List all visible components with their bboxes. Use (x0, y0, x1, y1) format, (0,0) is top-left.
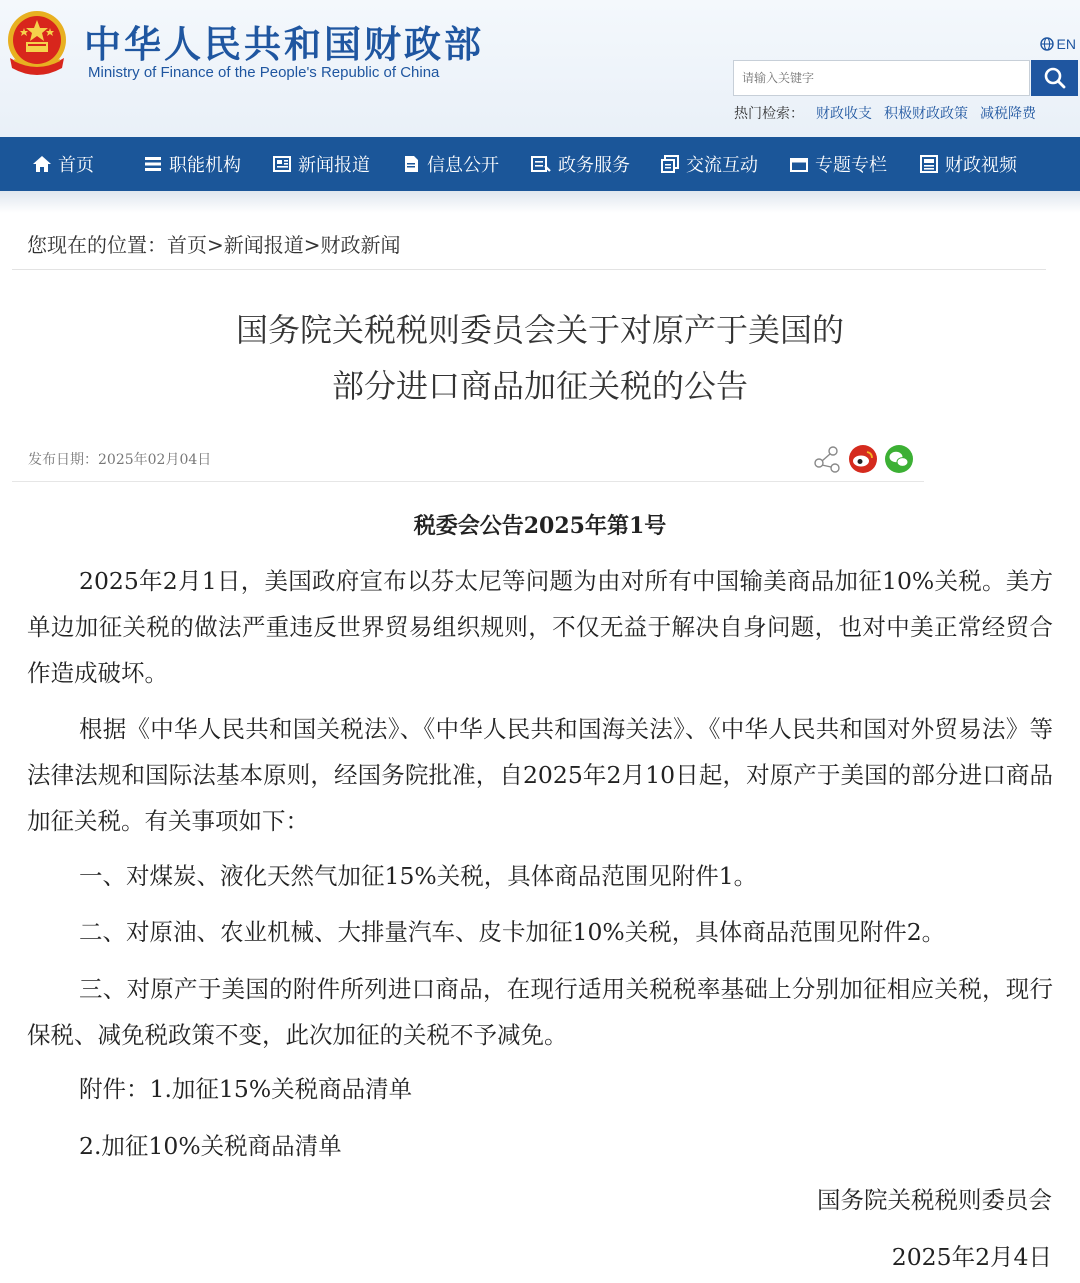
language-switch[interactable] (1040, 36, 1076, 52)
attachment-1[interactable]: 附件：1.加征15%关税商品清单 (79, 1075, 413, 1103)
breadcrumb-item-home[interactable]: 首页 (167, 233, 207, 257)
nav-item-home[interactable] (32, 137, 94, 191)
nav-item-topics[interactable] (789, 137, 887, 191)
language-label: EN (1056, 36, 1076, 52)
national-emblem-icon[interactable] (4, 8, 70, 80)
video-icon (919, 154, 939, 174)
hot-search-label: 热门检索： (734, 106, 804, 122)
breadcrumb-separator: > (303, 233, 321, 257)
nav-item-services[interactable] (530, 137, 630, 191)
breadcrumb (27, 229, 401, 258)
search-input[interactable] (734, 61, 1029, 95)
publish-date (28, 449, 211, 469)
paragraph-2: 根据《中华人民共和国关税法》、《中华人民共和国海关法》、《中华人民共和国对外贸易法》等法律法规和国际法基本原则，经国务院批准，自2025年2月10日起，对原产于美国的部分进口商品加征关税。有关事项如下： (27, 715, 1053, 835)
publish-date-value: 2025年02月04日 (98, 452, 212, 468)
article-title-line1: 国务院关税税则委员会关于对原产于美国的 (235, 311, 844, 349)
signature-date: 2025年2月4日 (891, 1243, 1052, 1271)
wechat-icon[interactable] (884, 444, 914, 474)
newspaper-icon (272, 154, 292, 174)
nav-shadow (0, 191, 1080, 213)
attachment-2[interactable]: 2.加征10%关税商品清单 (79, 1132, 342, 1160)
share-bar (812, 444, 914, 474)
nav-item-videos[interactable] (919, 137, 1017, 191)
weibo-icon[interactable] (848, 444, 878, 474)
nav-label: 首页 (58, 155, 94, 176)
paragraph-item-2: 二、对原油、农业机械、大排量汽车、皮卡加征10%关税，具体商品范围见附件2。 (79, 918, 946, 946)
paragraph-item-1: 一、对煤炭、液化天然气加征15%关税，具体商品范围见附件1。 (79, 862, 758, 890)
globe-icon (1040, 37, 1054, 51)
main-nav (0, 137, 1080, 191)
document-number: 税委会公告2025年第1号 (413, 513, 667, 539)
chat-icon (660, 154, 680, 174)
hot-link-tax-cut[interactable]: 减税降费 (980, 106, 1036, 122)
nav-label: 专题专栏 (815, 155, 887, 176)
nav-label: 财政视频 (945, 155, 1017, 176)
divider (12, 481, 924, 482)
search-icon (1043, 66, 1067, 90)
divider (12, 269, 1046, 270)
nav-label: 新闻报道 (298, 155, 370, 176)
nav-label: 信息公开 (427, 155, 499, 176)
search-button[interactable] (1031, 60, 1078, 96)
article-title-line2: 部分进口商品加征关税的公告 (331, 367, 748, 405)
site-title-cn[interactable]: 中华人民共和国财政部 (84, 23, 484, 66)
breadcrumb-item-fiscal-news[interactable]: 财政新闻 (320, 233, 401, 257)
document-icon (401, 154, 421, 174)
paragraph-1: 2025年2月1日，美国政府宣布以芬太尼等问题为由对所有中国输美商品加征10%关税。美方单边加征关税的做法严重违反世界贸易组织规则，不仅无益于解决自身问题，也对中美正常经贸合作造成破坏。 (27, 567, 1053, 687)
breadcrumb-separator: > (207, 233, 224, 257)
hot-link-fiscal-revenue[interactable]: 财政收支 (816, 106, 872, 122)
signature: 国务院关税税则委员会 (817, 1186, 1052, 1214)
nav-item-interaction[interactable] (660, 137, 758, 191)
list-icon (143, 154, 163, 174)
nav-item-departments[interactable] (143, 137, 241, 191)
site-header (0, 0, 1080, 137)
search-box (733, 60, 1030, 96)
hot-search (734, 103, 1036, 123)
article-title (0, 302, 1080, 414)
share-icon[interactable] (812, 444, 842, 474)
home-icon (32, 154, 52, 174)
folder-icon (789, 154, 809, 174)
breadcrumb-item-news[interactable]: 新闻报道 (223, 233, 304, 257)
publish-date-label: 发布日期： (28, 452, 98, 468)
hot-link-fiscal-policy[interactable]: 积极财政政策 (884, 106, 968, 122)
site-title-en[interactable]: Ministry of Finance of the People's Republic of China (88, 64, 440, 81)
nav-label: 职能机构 (169, 155, 241, 176)
nav-item-disclosure[interactable] (401, 137, 499, 191)
paragraph-item-3: 三、对原产于美国的附件所列进口商品，在现行适用关税税率基础上分别加征相应关税，现行保税、减免税政策不变，此次加征的关税不予减免。 (27, 975, 1053, 1049)
service-icon (530, 154, 552, 174)
breadcrumb-prefix: 您现在的位置： (27, 233, 167, 257)
nav-label: 政务服务 (558, 155, 630, 176)
nav-item-news[interactable] (272, 137, 370, 191)
nav-label: 交流互动 (686, 155, 758, 176)
